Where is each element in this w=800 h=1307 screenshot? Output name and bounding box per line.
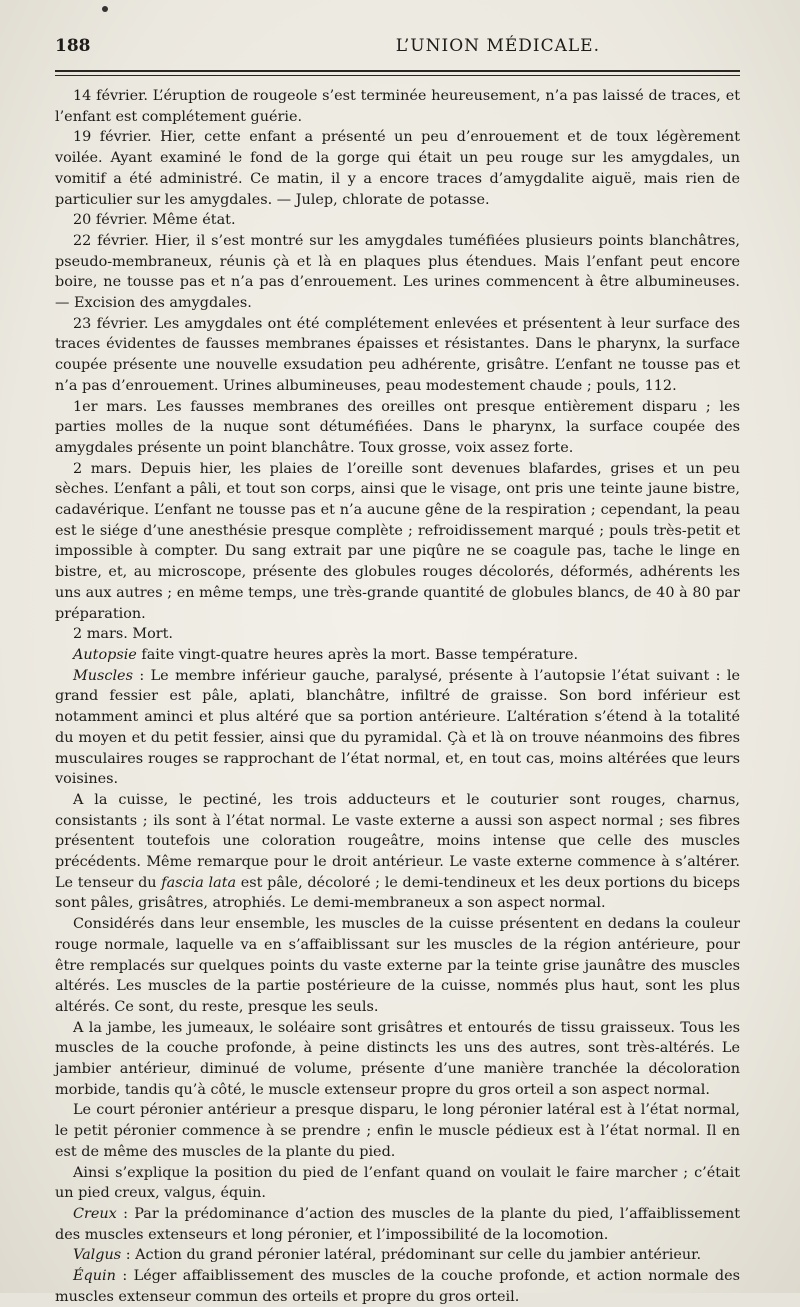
ink-speck [102,6,108,12]
page-header [55,36,740,62]
section-lead: Équin [73,1268,116,1285]
paragraph: Creux : Par la prédominance d’action des muscles de la plante du pied, l’affaiblissement des muscles extenseurs et long péronier, et l’impossibilité de la locomotion. [55,1205,740,1243]
paragraph: Considérés dans leur ensemble, les muscles de la cuisse présentent en dedans la couleur rouge normale, laquelle va en s’affaiblissant sur les muscles de la région antérieure, pour être remplacés sur quelques points du vaste externe par la teinte grise jaunâtre des muscles altérés. Les muscles de la partie postérieure de la cuisse, nommés plus haut, sont les plus altérés. Ce sont, du reste, presque les seuls. [55,916,740,1015]
paragraph: 14 février. L’éruption de rougeole s’est terminée heureusement, n’a pas laissé de traces, et l’enfant est complétement guérie. [55,88,740,125]
article-body [55,86,740,1307]
paragraph: 2 mars. Mort. [73,626,174,643]
section-lead: Muscles [73,667,133,684]
paragraph: Ainsi s’explique la position du pied de l’enfant quand on voulait le faire marcher ; c’était un pied creux, valgus, équin. [55,1164,740,1202]
section-lead: Creux [73,1205,117,1222]
paragraph: Équin : Léger affaiblissement des muscles de la couche profonde, et action normale des muscles extenseur commun des orteils et propre du gros orteil. [55,1268,740,1305]
paragraph: 1er mars. Les fausses membranes des oreilles ont presque entièrement disparu ; les parties molles de la nuque sont détuméfiées. Dans le pharynx, la surface coupée des amygdales présente un point blanchâtre. Toux grosse, voix assez forte. [55,398,740,456]
paragraph: Muscles : Le membre inférieur gauche, paralysé, présente à l’autopsie l’état suivant : le grand fessier est pâle, aplati, blanchâtre, infiltré de graisse. Son bord inférieur est notamment aminci et plus altéré que sa portion antérieure. L’altération s’étend à la totalité du moyen et du petit fessier, ainsi que du pyramidal. Çà et là on trouve néanmoins des fibres musculaires rouges se rapprochant de l’état normal, et, en tout cas, moins altérées que leurs voisines. [55,667,740,788]
paragraph: Autopsie faite vingt-quatre heures après la mort. Basse température. [73,646,579,663]
section-lead: Autopsie [73,646,137,663]
paragraph: 2 mars. Depuis hier, les plaies de l’oreille sont devenues blafardes, grises et un peu sèches. L’enfant a pâli, et tout son corps, ainsi que le visage, ont pris une teinte jaune bistre, cadavérique. L’enfant ne tousse pas et n’a aucune gêne de la respiration ; cependant, la peau est le siége d’une anesthésie presque complète ; refroidissement marqué ; pouls très-petit et impossible à compter. Du sang extrait par une piqûre ne se coagule pas, tache le linge en bistre, et, au microscope, présente des globules rouges décolorés, déformés, adhérents les uns aux autres ; en même temps, une très-grande quantité de globules blancs, de 40 à 80 par préparation. [55,460,740,622]
paragraph: Le court péronier antérieur a presque disparu, le long péronier latéral est à l’état normal, le petit péronier commence à se prendre ; enfin le muscle pédieux est à l’état normal. Il en est de même des muscles de la plante du pied. [55,1102,740,1160]
section-lead: Valgus [73,1247,122,1264]
italic-term: fascia lata [161,874,237,891]
paragraph: A la cuisse, le pectiné, les trois adducteurs et le couturier sont rouges, charnus, consistants ; ils sont à l’état normal. Le vaste externe a aussi son aspect normal ; ses fibres présentent toutefois une coloration rougeâtre, moins intense que celle des muscles précédents. Même remarque pour le droit antérieur. Le vaste externe commence à s’altérer. Le tenseur du fascia lata est pâle, décoloré ; le demi-tendineux et les deux portions du biceps sont pâles, grisâtres, atrophiés. Le demi-membraneux a son aspect normal. [55,791,740,912]
header-rule-thin [55,75,740,76]
paragraph: Valgus : Action du grand péronier latéral, prédominant sur celle du jambier antérieur. [73,1247,702,1264]
page-number: 188 [55,36,91,56]
paragraph: 19 février. Hier, cette enfant a présenté un peu d’enrouement et de toux légèrement voilée. Ayant examiné le fond de la gorge qui était un peu rouge sur les amygdales, un vomitif a été administré. Ce matin, il y a encore traces d’amygdalite aiguë, mais rien de particulier sur les amygdales. — Julep, chlorate de potasse. [55,129,740,208]
paragraph: 23 février. Les amygdales ont été complétement enlevées et présentent à leur surface des traces évidentes de fausses membranes épaisses et résistantes. Dans le pharynx, la surface coupée présente une nouvelle exsudation peu adhérente, grisâtre. L’enfant ne tousse pas et n’a pas d’enrouement. Urines albumineuses, peau modestement chaude ; pouls, 112. [55,315,740,394]
paragraph: 22 février. Hier, il s’est montré sur les amygdales tuméfiées plusieurs points blanchâtres, pseudo-membraneux, réunis çà et là en plaques plus étendues. Mais l’enfant peut encore boire, ne tousse pas et n’a pas d’enrouement. Les urines commencent à être albumineuses. — Excision des amygdales. [55,232,740,312]
paragraph: 20 février. Même état. [73,212,236,229]
paragraph: A la jambe, les jumeaux, le soléaire sont grisâtres et entourés de tissu graisseux. Tous les muscles de la couche profonde, à peine distincts les uns des autres, sont très-altérés. Le jambier antérieur, diminué de volume, présente d’une manière tranchée la décoloration morbide, tandis qu’à côté, le muscle extenseur propre du gros orteil a son aspect normal. [55,1019,740,1098]
header-rule [55,70,740,72]
running-title: L’UNION MÉDICALE. [395,36,600,56]
